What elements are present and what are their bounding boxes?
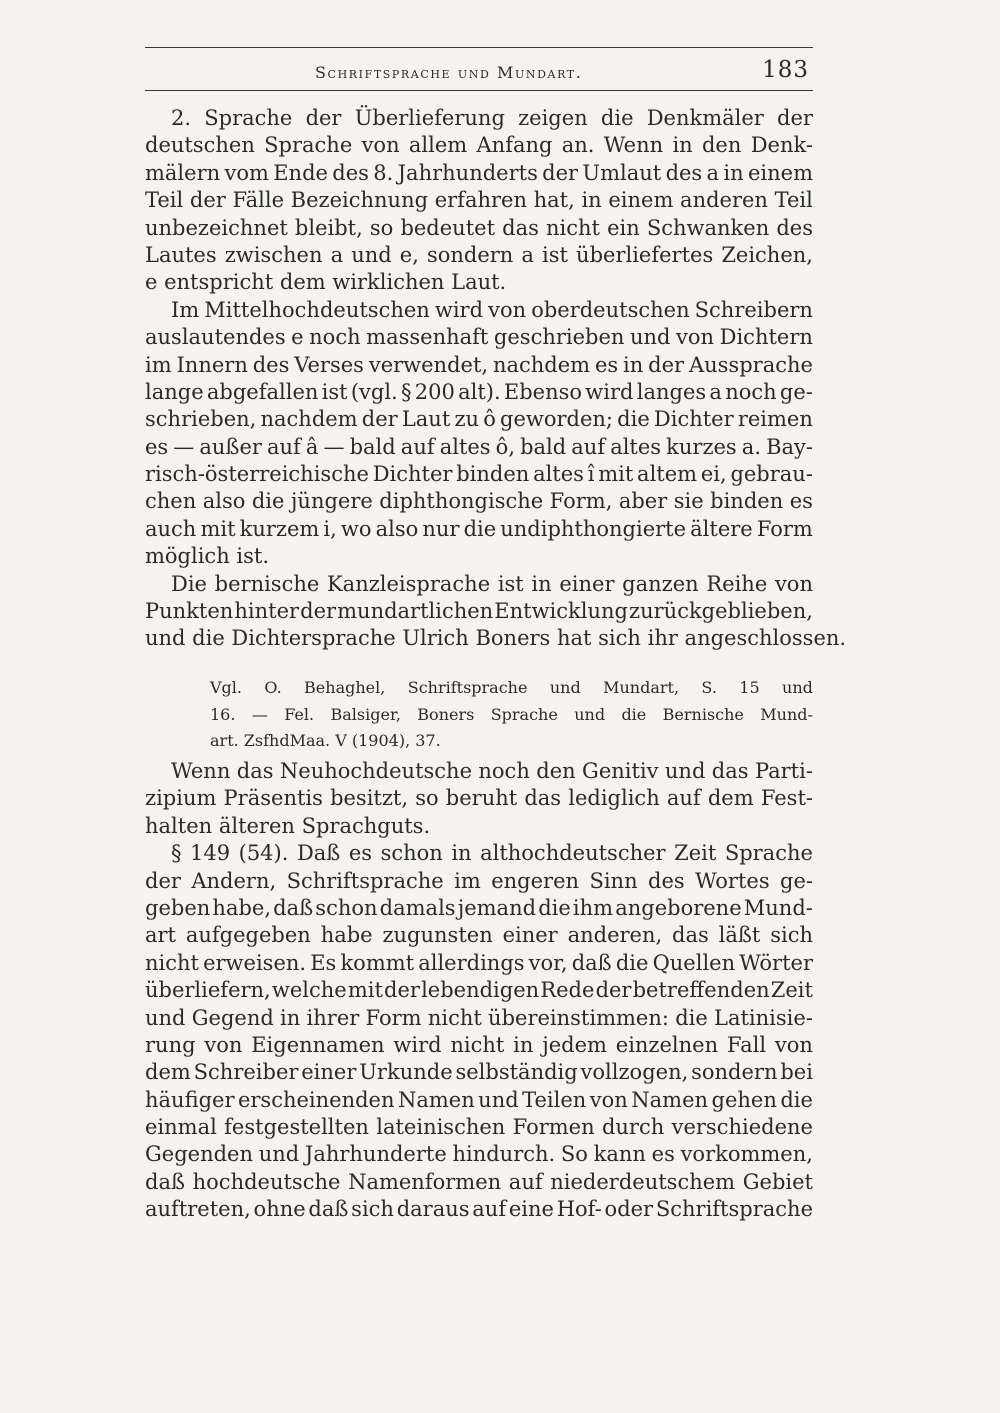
page-number: 183 [762, 57, 809, 83]
footnote-line: Vgl. O. Behaghel, Schriftsprache und Mundart, S. 15 und [210, 678, 813, 697]
text-line: mälern vom Ende des 8. Jahrhunderts der Umlaut des a in einem [145, 160, 813, 185]
text-line: § 149 (54). Daß es schon in althochdeutscher Zeit Sprache [171, 841, 813, 866]
text-line: Punkten hinter der mundartlichen Entwicklung zurückgeblieben, [145, 599, 813, 624]
text-line: auftreten, ohne daß sich daraus auf eine Hof- oder Schriftsprache [145, 1197, 813, 1222]
text-line: Im Mittelhochdeutschen wird von oberdeutschen Schreibern [171, 297, 813, 322]
text-line: Gegenden und Jahrhunderte hindurch. So kann es vorkommen, [145, 1142, 813, 1167]
text-line: es — außer auf â — bald auf altes ô, bald auf altes kurzes a. Bay- [145, 434, 813, 459]
main-text-continued [145, 758, 813, 1224]
header-rule-bottom [145, 90, 813, 91]
text-line: im Innern des Verses verwendet, nachdem es in der Aussprache [145, 352, 813, 377]
paragraph-4 [145, 758, 813, 840]
footnote [210, 675, 813, 755]
main-text [145, 105, 847, 653]
running-head [145, 57, 813, 87]
text-line: nicht erweisen. Es kommt allerdings vor, daß die Quellen Wörter [145, 950, 813, 975]
text-line: überliefern, welche mit der lebendigen Rede der betreffenden Zeit [145, 978, 813, 1003]
header-rule-top [145, 47, 813, 48]
text-line: chen also die jüngere diphthongische Form, aber sie binden es [145, 489, 813, 514]
text-line: lange abgefallen ist (vgl. § 200 alt). Ebenso wird langes a noch ge- [145, 379, 813, 404]
text-line: einmal festgestellten lateinischen Formen durch verschiedene [145, 1115, 813, 1140]
text-line: Wenn das Neuhochdeutsche noch den Genitiv und das Parti- [171, 759, 813, 783]
paragraph-5 [145, 840, 813, 1223]
text-line: art aufgegeben habe zugunsten einer anderen, das läßt sich [145, 923, 813, 948]
text-line: und Gegend in ihrer Form nicht übereinstimmen: die Latinisie- [145, 1005, 813, 1030]
text-line: rung von Eigennamen wird nicht in jedem einzelnen Fall von [145, 1032, 813, 1057]
text-line: daß hochdeutsche Namenformen auf niederdeutschem Gebiet [145, 1169, 813, 1194]
footnote-line: 16. — Fel. Balsiger, Boners Sprache und die Bernische Mund- [210, 704, 813, 724]
text-line: häufiger erscheinenden Namen und Teilen von Namen gehen die [145, 1087, 813, 1112]
text-line: deutschen Sprache von allem Anfang an. Wenn in den Denk- [145, 133, 813, 158]
text-line: schrieben, nachdem der Laut zu ô geworden; die Dichter reimen [145, 407, 813, 432]
text-line: zipium Präsentis besitzt, so beruht das lediglich auf dem Fest- [145, 786, 813, 811]
text-line: e entspricht dem wirklichen Laut. [145, 270, 507, 295]
footnote-line: art. ZsfhdMaa. V (1904), 37. [210, 731, 441, 750]
text-line: halten älteren Sprachguts. [145, 813, 431, 838]
text-line: möglich ist. [145, 544, 270, 569]
text-line: der Andern, Schriftsprache im engeren Sinn des Wortes ge- [145, 868, 813, 893]
text-line: geben habe, daß schon damals jemand die ihm angeborene Mund- [145, 895, 813, 920]
paragraph-2 [145, 297, 813, 571]
text-line: Die bernische Kanzleisprache ist in einer ganzen Reihe von [171, 571, 813, 596]
paragraph-3 [145, 571, 847, 653]
text-line: dem Schreiber einer Urkunde selbständig vollzogen, sondern bei [145, 1060, 813, 1085]
text-line: auslautendes e noch massenhaft geschrieben und von Dichtern [145, 325, 813, 350]
text-line: risch-österreichische Dichter binden altes î mit altem ei, gebrau- [145, 462, 813, 487]
text-line: 2. Sprache der Überlieferung zeigen die Denkmäler der [171, 106, 813, 130]
text-line: Teil der Fälle Bezeichnung erfahren hat, in einem anderen Teil [145, 188, 813, 213]
text-line: auch mit kurzem i, wo also nur die undiphthongierte ältere Form [145, 516, 813, 541]
running-head-title: Schriftsprache und Mundart. [315, 63, 583, 82]
text-line: Lautes zwischen a und e, sondern a ist überliefertes Zeichen, [145, 242, 813, 267]
text-line: und die Dichtersprache Ulrich Boners hat sich ihr angeschlossen. [145, 626, 847, 651]
text-line: unbezeichnet bleibt, so bedeutet das nicht ein Schwanken des [145, 215, 813, 240]
paragraph-1 [145, 105, 813, 297]
